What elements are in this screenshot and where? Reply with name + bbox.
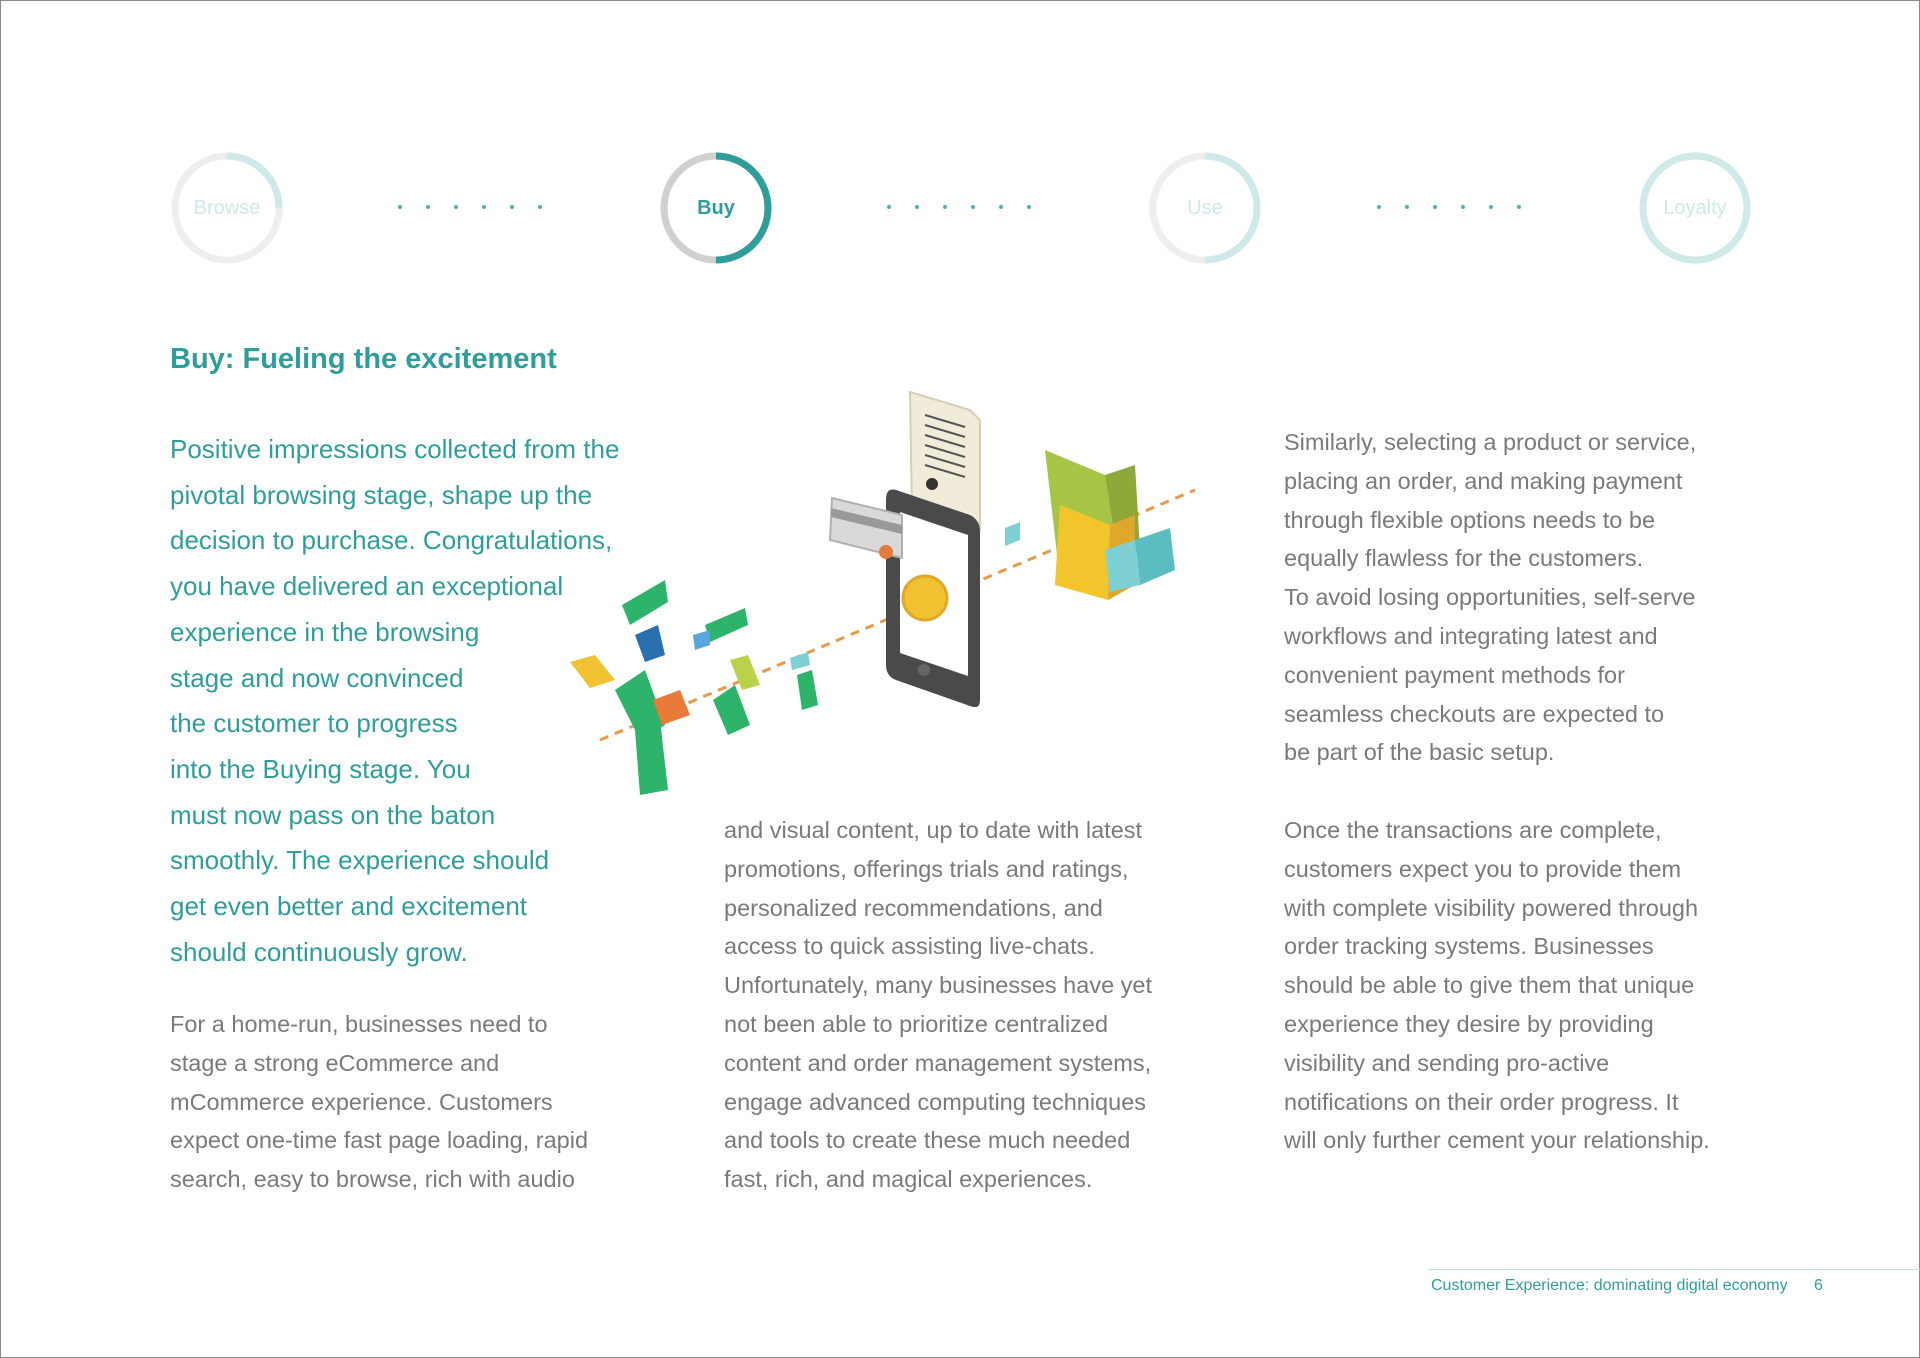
text-line: notifications on their order progress. It xyxy=(1284,1088,1679,1115)
text-line: expect one-time fast page loading, rapid xyxy=(170,1127,589,1154)
text-line: fast, rich, and magical experiences. xyxy=(724,1166,1093,1193)
text-line: seamless checkouts are expected to xyxy=(1284,700,1665,727)
shopping-bags-icon xyxy=(1005,450,1175,600)
body-paragraph-col3-bottom xyxy=(1284,811,1710,1160)
text-line: not been able to prioritize centralized xyxy=(724,1010,1109,1037)
text-line: mCommerce experience. Customers xyxy=(170,1088,553,1115)
text-line: experience they desire by providing xyxy=(1284,1010,1654,1037)
step-use[interactable] xyxy=(1147,150,1263,266)
text-line: visibility and sending pro-active xyxy=(1284,1049,1610,1076)
text-line: access to quick assisting live-chats. xyxy=(724,933,1095,960)
step-label: Loyalty xyxy=(1663,196,1727,219)
text-line: content and order management systems, xyxy=(724,1049,1152,1076)
text-line: For a home-run, businesses need to xyxy=(170,1011,548,1037)
text-line: search, easy to browse, rich with audio xyxy=(170,1166,575,1193)
text-line: experience in the browsing xyxy=(170,616,480,647)
text-line: Positive impressions collected from the xyxy=(170,434,620,464)
alert-dot xyxy=(879,545,893,559)
text-line: engage advanced computing techniques xyxy=(724,1088,1147,1115)
text-line: Similarly, selecting a product or service, xyxy=(1284,429,1697,455)
text-line: be part of the basic setup. xyxy=(1284,739,1555,766)
text-line: into the Buying stage. You xyxy=(170,753,471,784)
text-line: promotions, offerings trials and ratings, xyxy=(724,855,1129,882)
text-line: will only further cement your relationship. xyxy=(1284,1127,1710,1154)
text-line: equally flawless for the customers. xyxy=(1284,545,1644,572)
text-line: decision to purchase. Congratulations, xyxy=(170,525,613,556)
step-buy[interactable] xyxy=(658,150,774,266)
body-paragraph-col3-top xyxy=(1284,423,1696,772)
step-loyalty[interactable] xyxy=(1637,150,1753,266)
text-line: placing an order, and making payment xyxy=(1284,467,1683,494)
text-line: must now pass on the baton xyxy=(170,799,496,830)
text-line: stage a strong eCommerce and xyxy=(170,1049,500,1076)
text-line: you have delivered an exceptional xyxy=(170,571,564,602)
text-line: should continuously grow. xyxy=(170,936,468,967)
text-line: and tools to create these much needed xyxy=(724,1127,1131,1154)
step-label: Browse xyxy=(193,196,261,219)
body-paragraph-col1 xyxy=(170,1005,588,1199)
page-number: 6 xyxy=(1814,1277,1823,1294)
price-tags-icon xyxy=(570,580,818,795)
text-line: through flexible options needs to be xyxy=(1284,506,1656,533)
text-line: personalized recommendations, and xyxy=(724,894,1103,921)
text-line: get even better and excitement xyxy=(170,891,528,922)
step-label: Use xyxy=(1187,196,1223,219)
mobile-payment-illustration xyxy=(550,380,1210,810)
text-line: To avoid losing opportunities, self-serve xyxy=(1284,584,1696,611)
text-line: should be able to give them that unique xyxy=(1284,972,1695,999)
text-line: with complete visibility powered through xyxy=(1284,894,1699,921)
text-line: convenient payment methods for xyxy=(1284,661,1625,688)
text-line: order tracking systems. Businesses xyxy=(1284,933,1654,960)
journey-steps xyxy=(0,0,1920,300)
text-line: the customer to progress xyxy=(170,708,458,739)
step-label: Buy xyxy=(697,196,735,219)
text-line: Unfortunately, many businesses have yet xyxy=(724,972,1153,999)
text-line: customers expect you to provide them xyxy=(1284,855,1682,882)
text-line: pivotal browsing stage, shape up the xyxy=(170,479,593,510)
text-line: stage and now convinced xyxy=(170,662,464,693)
footer-title: Customer Experience: dominating digital economy xyxy=(1431,1277,1788,1294)
text-line: Once the transactions are complete, xyxy=(1284,817,1662,843)
step-browse[interactable] xyxy=(169,150,285,266)
text-line: workflows and integrating latest and xyxy=(1284,622,1658,649)
footer-divider xyxy=(1428,1269,1920,1270)
section-heading: Buy: Fueling the excitement xyxy=(170,343,557,375)
text-line: and visual content, up to date with latest xyxy=(724,817,1143,843)
text-line: smoothly. The experience should xyxy=(170,845,550,876)
body-paragraph-col2 xyxy=(724,811,1152,1199)
